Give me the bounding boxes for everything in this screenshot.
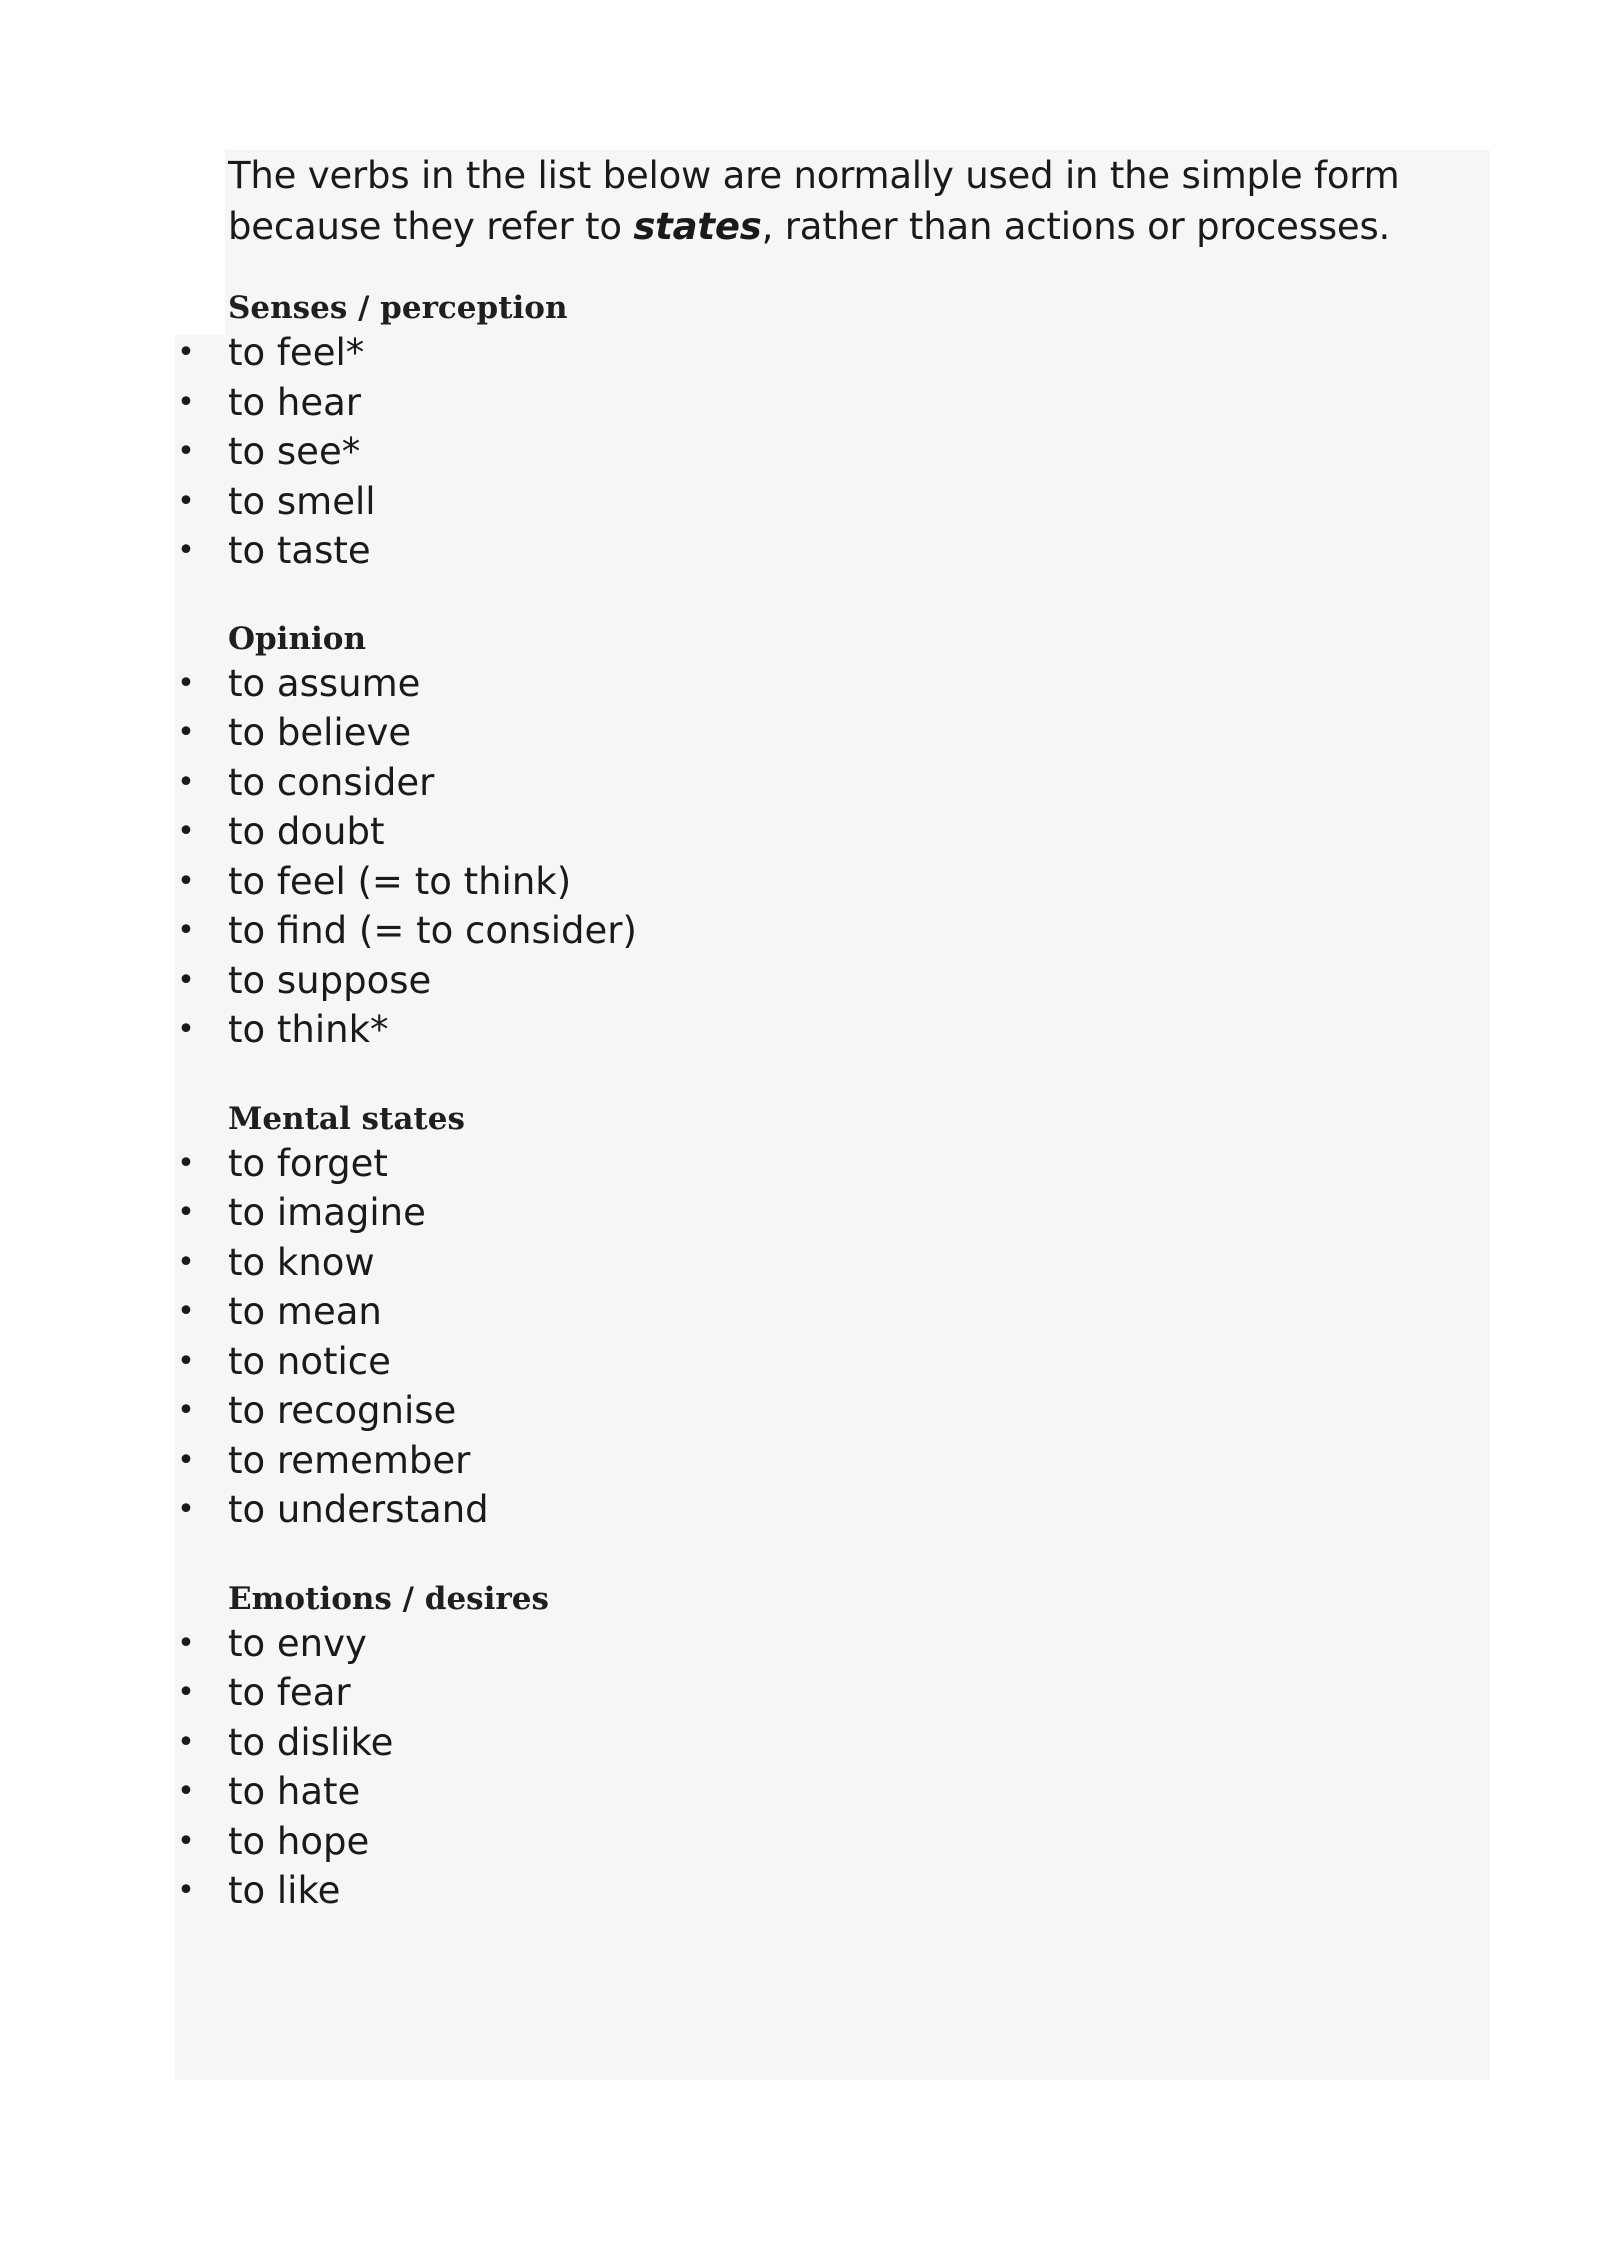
verb-text: to feel* (228, 331, 365, 374)
verb-text: to see* (228, 430, 361, 473)
verb-text: to notice (228, 1339, 391, 1383)
verb-text: to imagine (228, 1191, 426, 1234)
bullet-icon: • (177, 764, 195, 800)
bullet-icon: • (177, 1774, 195, 1809)
verb-text: to consider (228, 760, 435, 804)
verb-text: to know (228, 1240, 375, 1284)
section-heading-emotions: Emotions / desires (228, 1580, 549, 1617)
intro-paragraph (228, 150, 1488, 252)
verb-text: to understand (228, 1488, 489, 1531)
list-item (177, 328, 1488, 378)
bullet-icon: • (177, 1442, 195, 1478)
bullet-icon: • (177, 533, 195, 568)
list-item (177, 1005, 1488, 1055)
list-item (177, 1386, 1488, 1436)
list-item (177, 1287, 1488, 1337)
verb-text: to mean (228, 1290, 382, 1333)
verb-text: to hate (228, 1770, 361, 1813)
verb-text: to forget (228, 1141, 388, 1185)
bullet-icon: • (177, 715, 195, 750)
verb-text: to think* (228, 1008, 389, 1051)
verb-text: to dislike (228, 1720, 394, 1764)
verb-text: to find (= to consider) (228, 909, 637, 952)
verb-text: to suppose (228, 958, 432, 1002)
list-item (177, 1767, 1488, 1817)
verb-list-opinion (177, 659, 1488, 1055)
list-item (177, 1485, 1488, 1535)
list-item (177, 427, 1488, 477)
list-item (177, 1436, 1488, 1486)
verb-list-emotions (177, 1619, 1488, 1916)
verb-text: to taste (228, 529, 371, 572)
bullet-icon: • (177, 665, 195, 701)
bullet-icon: • (177, 1823, 195, 1859)
list-item (177, 1817, 1488, 1867)
verb-text: to smell (228, 479, 376, 523)
bullet-icon: • (177, 384, 195, 420)
bullet-icon: • (177, 1873, 195, 1908)
bullet-icon: • (177, 863, 195, 899)
verb-text: to feel (= to think) (228, 859, 572, 903)
list-item (177, 956, 1488, 1006)
verb-list-senses (177, 328, 1488, 576)
list-item (177, 807, 1488, 857)
verb-text: to hear (228, 380, 362, 424)
bullet-icon: • (177, 1012, 195, 1047)
list-item (177, 1337, 1488, 1387)
verb-text: to like (228, 1869, 341, 1912)
list-item (177, 1668, 1488, 1718)
section-heading-opinion: Opinion (228, 620, 366, 657)
verb-list-mental-states (177, 1139, 1488, 1535)
list-item (177, 1188, 1488, 1238)
list-item (177, 378, 1488, 428)
list-item (177, 526, 1488, 576)
verb-text: to fear (228, 1671, 351, 1714)
list-item (177, 477, 1488, 527)
section-heading-senses: Senses / perception (228, 290, 568, 326)
bullet-icon: • (177, 962, 195, 998)
list-item (177, 758, 1488, 808)
verb-text: to hope (228, 1819, 370, 1863)
intro-text-before: The verbs in the list below are normally used in the simple form because they refer to (228, 154, 1400, 248)
bullet-icon: • (177, 913, 195, 948)
verb-text: to remember (228, 1438, 471, 1482)
verb-text: to recognise (228, 1389, 457, 1432)
bullet-icon: • (177, 1343, 195, 1379)
bullet-icon: • (177, 1724, 195, 1760)
bullet-icon: • (177, 335, 195, 370)
bullet-icon: • (177, 1195, 195, 1230)
verb-text: to doubt (228, 810, 385, 853)
bullet-icon: • (177, 1675, 195, 1710)
bullet-icon: • (177, 483, 195, 519)
document-content (177, 150, 1488, 1916)
section-heading-mental-states: Mental states (228, 1100, 465, 1137)
verb-text: to assume (228, 661, 421, 705)
list-item (177, 708, 1488, 758)
list-item (177, 659, 1488, 709)
intro-emphasis: states (633, 205, 762, 248)
intro-text-after: , rather than actions or processes. (761, 205, 1391, 248)
list-item (177, 857, 1488, 907)
list-item (177, 1238, 1488, 1288)
list-item (177, 1619, 1488, 1669)
bullet-icon: • (177, 1393, 195, 1428)
list-item (177, 906, 1488, 956)
bullet-icon: • (177, 1244, 195, 1280)
list-item (177, 1718, 1488, 1768)
verb-text: to believe (228, 711, 412, 754)
bullet-icon: • (177, 1492, 195, 1527)
bullet-icon: • (177, 1145, 195, 1181)
list-item (177, 1139, 1488, 1189)
bullet-icon: • (177, 1294, 195, 1329)
list-item (177, 1866, 1488, 1916)
bullet-icon: • (177, 1625, 195, 1661)
bullet-icon: • (177, 434, 195, 469)
bullet-icon: • (177, 814, 195, 849)
verb-text: to envy (228, 1621, 367, 1665)
